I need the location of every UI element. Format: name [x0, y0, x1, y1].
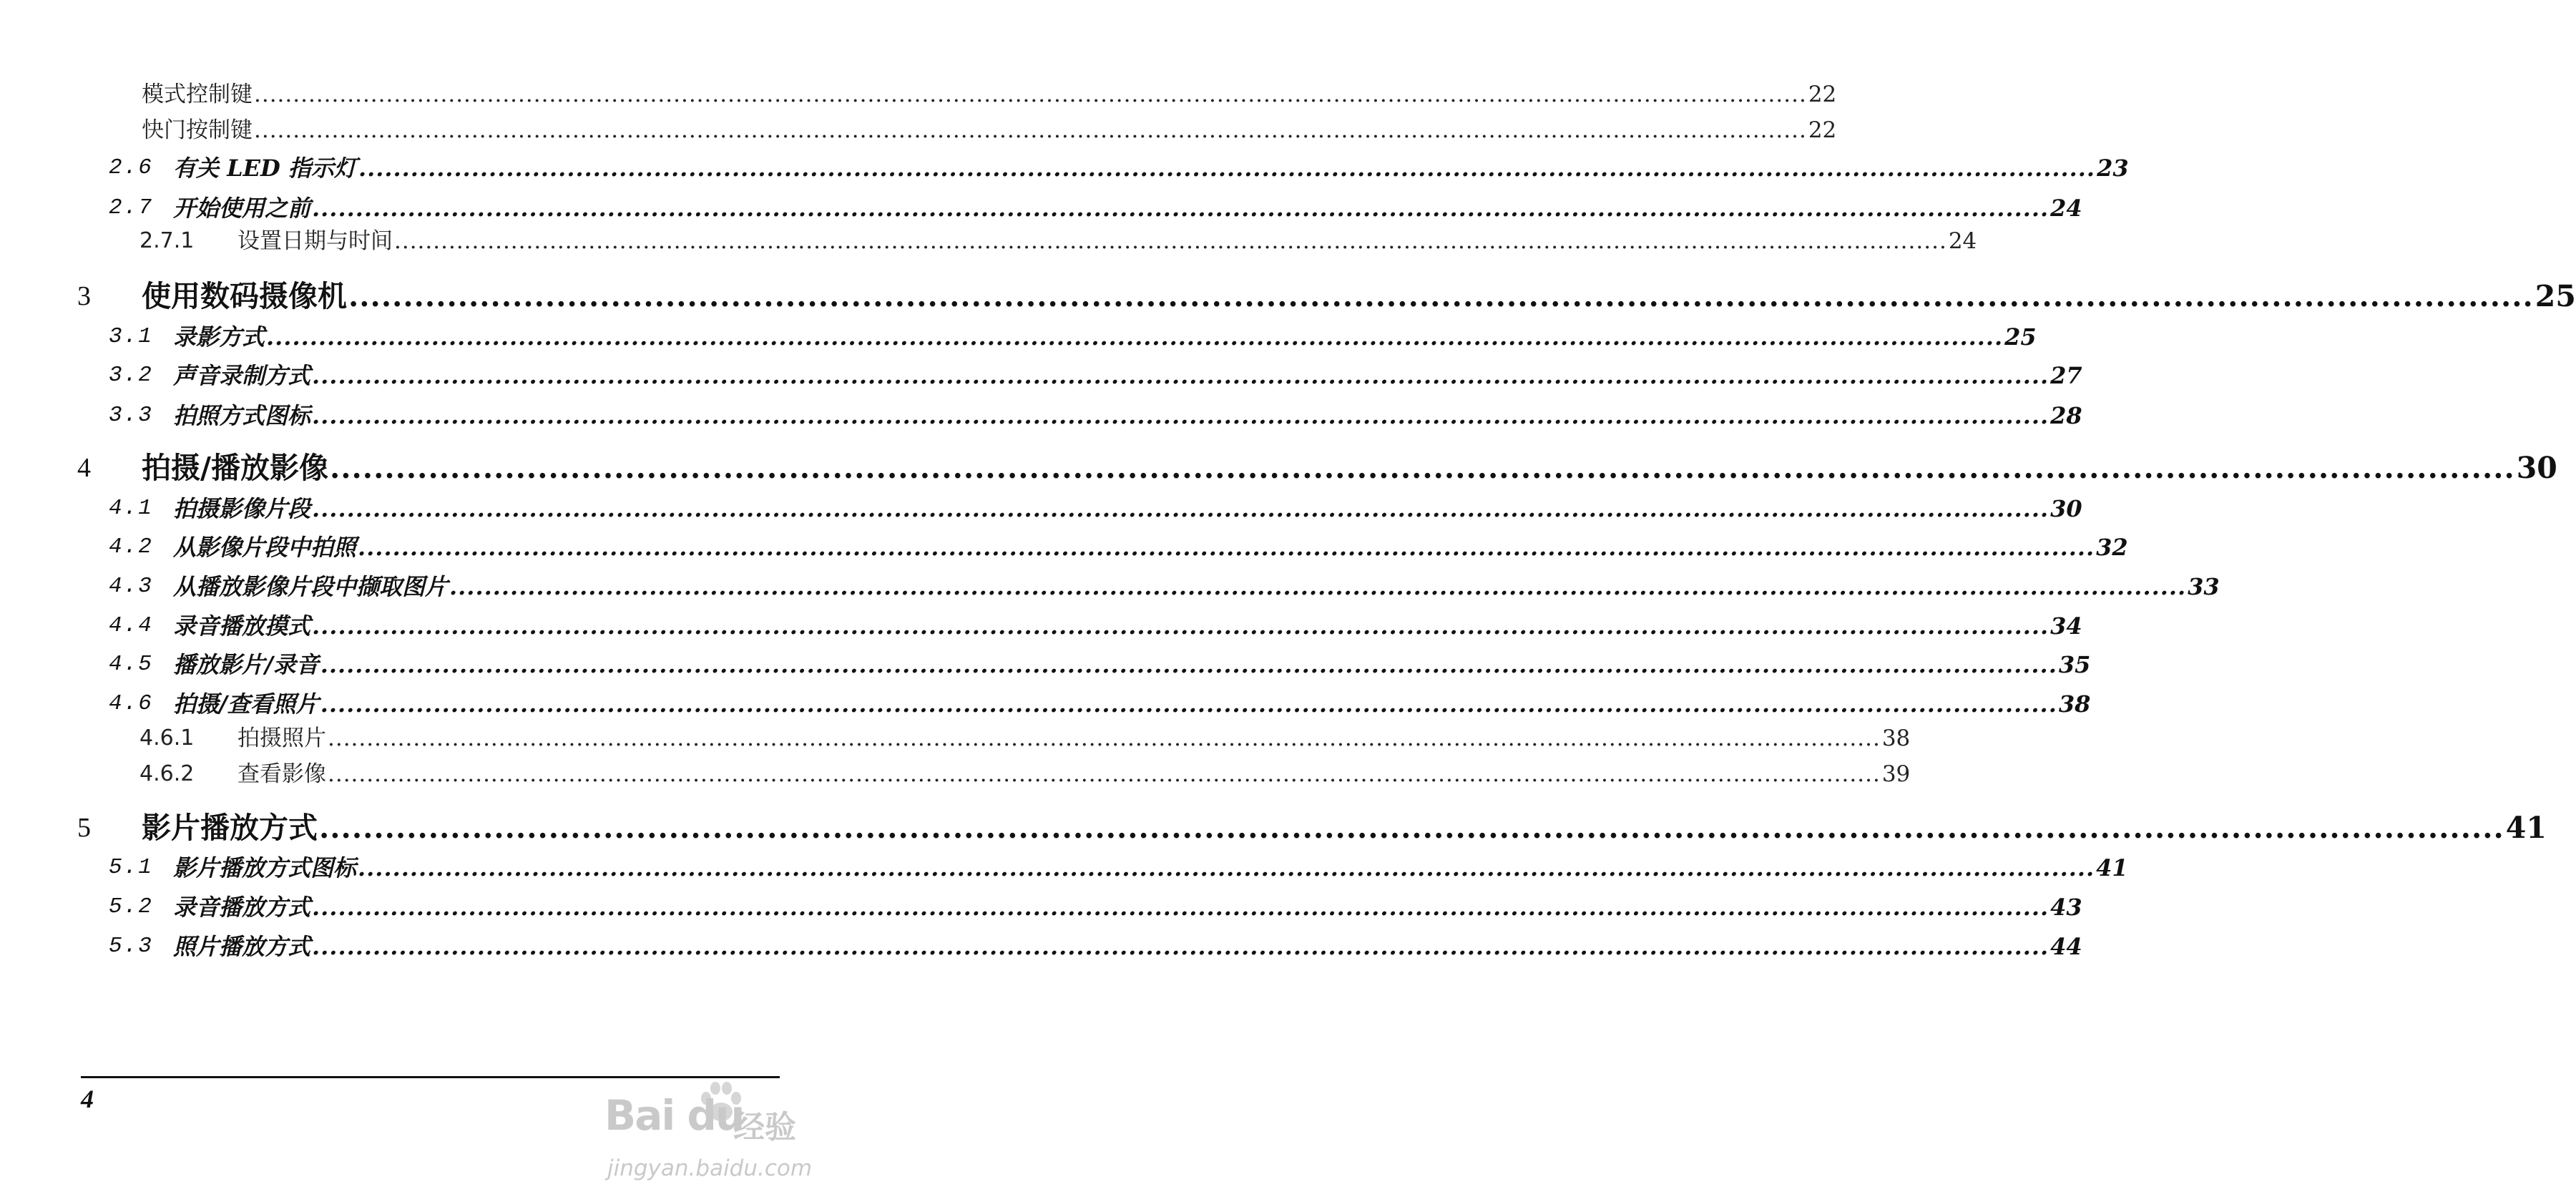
toc-entry-number-wrap: [109, 686, 153, 722]
toc-entry-page: 25: [2535, 279, 2576, 313]
toc-entry-number: 5: [77, 813, 91, 843]
toc-entry-title: 快门按制键: [142, 117, 253, 143]
toc-entry-number: 3.3: [109, 403, 153, 428]
toc-entry-page: 24: [1948, 228, 1977, 254]
toc-entry-leader: ........................................................................................................................................................................................................: [254, 82, 1807, 107]
toc-entry[interactable]: [173, 569, 2220, 605]
toc-entry[interactable]: [173, 491, 2082, 527]
toc-entry-page: 38: [2058, 690, 2091, 718]
toc-entry-leader: ........................................................................................................................................................................................................: [348, 279, 2534, 313]
toc-entry-page: 22: [1808, 117, 1837, 143]
toc-entry-number: 4.2: [109, 534, 153, 560]
toc-entry-number: 4: [77, 453, 91, 483]
toc-entry-page: 34: [2050, 612, 2082, 640]
toc-entry-number-wrap: [139, 721, 194, 756]
toc-entry-title: 拍摄/查看照片: [173, 690, 319, 718]
toc-entry-page: 24: [2050, 195, 2082, 222]
toc-entry-number-wrap: [77, 275, 91, 318]
toc-entry-number: 2.7.1: [139, 228, 195, 253]
toc-entry-title: 拍照方式图标: [173, 402, 311, 429]
toc-entry-number: 4.3: [109, 574, 153, 599]
toc-entry-title: 设置日期与时间: [237, 228, 393, 254]
toc-entry-number: 2.6: [109, 155, 153, 180]
footer-page-number: 4: [81, 1085, 94, 1113]
toc-entry-number: 4.4: [109, 613, 153, 638]
toc-entry-leader: ........................................................................................................................................................................................................: [449, 573, 2187, 600]
toc-entry[interactable]: [237, 721, 1911, 756]
toc-entry-page: 43: [2050, 894, 2082, 921]
toc-entry-title: 录影方式: [173, 323, 265, 351]
toc-entry[interactable]: [173, 529, 2128, 565]
toc-entry-number: 5.2: [109, 894, 153, 919]
toc-entry-page: 39: [1881, 761, 1911, 787]
toc-entry-number-wrap: [109, 190, 153, 226]
toc-entry-number-wrap: [109, 647, 153, 683]
toc-entry-number-wrap: [109, 889, 153, 925]
toc-entry-title: 播放影片/录音: [173, 651, 319, 678]
toc-entry-number: 5.3: [109, 934, 153, 959]
toc-entry-page: 41: [2505, 811, 2547, 845]
toc-entry[interactable]: [142, 275, 2576, 318]
toc-entry-number-wrap: [109, 319, 153, 355]
toc-entry-leader: ........................................................................................................................................................................................................: [312, 195, 2049, 222]
toc-entry-title: 从播放影像片段中撷取图片: [173, 573, 449, 600]
toc-entry-leader: ........................................................................................................................................................................................................: [266, 323, 2004, 351]
toc-entry-leader: ........................................................................................................................................................................................................: [312, 894, 2049, 921]
toc-entry-page: 27: [2050, 362, 2082, 389]
toc-entry[interactable]: [173, 889, 2082, 925]
toc-entry-title: 拍摄影像片段: [173, 495, 311, 522]
toc-entry-page: 44: [2050, 933, 2082, 960]
toc-entry-leader: ........................................................................................................................................................................................................: [312, 933, 2049, 960]
toc-entry-number-wrap: [109, 608, 153, 644]
watermark-url: jingyan.baidu.com: [607, 1155, 813, 1181]
toc-entry[interactable]: [173, 850, 2128, 886]
toc-entry[interactable]: [173, 319, 2037, 355]
toc-entry-leader: ........................................................................................................................................................................................................: [319, 811, 2504, 845]
toc-entry[interactable]: [142, 446, 2557, 489]
toc-entry-leader: ........................................................................................................................................................................................................: [312, 495, 2049, 522]
toc-entry-number-wrap: [77, 446, 91, 489]
toc-entry-title: 有关 LED 指示灯: [173, 155, 357, 182]
toc-entry-page: 25: [2004, 323, 2037, 351]
toc-entry-number: 3.2: [109, 363, 153, 388]
toc-entry-leader: ........................................................................................................................................................................................................: [329, 451, 2515, 485]
toc-entry[interactable]: [237, 224, 1977, 258]
baidu-watermark: [604, 1084, 819, 1198]
toc-entry-leader: ........................................................................................................................................................................................................: [312, 362, 2049, 389]
toc-entry[interactable]: [173, 150, 2129, 186]
toc-entry-leader: ........................................................................................................................................................................................................: [358, 854, 2095, 881]
toc-entry-title: 从影像片段中拍照: [173, 534, 357, 561]
toc-entry-title: 录音播放摸式: [173, 612, 311, 640]
toc-entry[interactable]: [173, 929, 2082, 964]
toc-entry[interactable]: [173, 647, 2091, 683]
toc-entry-title: 影片播放方式: [142, 811, 318, 845]
toc-entry-page: 22: [1808, 82, 1837, 107]
toc-entry-title: 录音播放方式: [173, 894, 311, 921]
toc-entry-leader: ........................................................................................................................................................................................................: [312, 612, 2049, 640]
toc-entry[interactable]: [173, 686, 2091, 722]
toc-entry-page: 33: [2188, 573, 2220, 600]
watermark-logo: Bai du: [604, 1091, 744, 1140]
toc-entry-title: 拍摄/播放影像: [142, 451, 328, 485]
toc-entry-leader: ........................................................................................................................................................................................................: [358, 534, 2095, 561]
toc-entry-title: 照片播放方式: [173, 933, 311, 960]
toc-entry-page: 28: [2050, 402, 2082, 429]
toc-entry[interactable]: [173, 608, 2082, 644]
toc-entry-page: 32: [2096, 534, 2128, 561]
toc-entry-number-wrap: [109, 850, 153, 886]
toc-entry[interactable]: [173, 190, 2082, 226]
footer-rule: [81, 1076, 780, 1078]
toc-entry-title: 拍摄照片: [237, 725, 326, 751]
toc-entry[interactable]: [173, 358, 2082, 394]
watermark-cn: 经验: [733, 1109, 796, 1145]
toc-entry-number-wrap: [139, 757, 194, 791]
toc-entry-number-wrap: [109, 398, 153, 434]
toc-entry-title: 模式控制键: [142, 82, 253, 107]
toc-entry-title: 查看影像: [237, 761, 326, 787]
toc-entry-leader: ........................................................................................................................................................................................................: [320, 651, 2057, 678]
toc-entry-leader: ........................................................................................................................................................................................................: [358, 155, 2096, 182]
toc-entry-number-wrap: [109, 150, 153, 186]
toc-entry-number-wrap: [139, 224, 194, 258]
toc-entry-leader: ........................................................................................................................................................................................................: [320, 690, 2057, 718]
toc-entry-number: 2.7: [109, 195, 153, 220]
toc-entry[interactable]: [173, 398, 2082, 434]
toc-entry[interactable]: [142, 113, 1837, 147]
toc-entry-number: 4.5: [109, 652, 153, 677]
toc-entry[interactable]: [142, 77, 1837, 112]
toc-entry-number-wrap: [109, 358, 153, 394]
toc-entry[interactable]: [142, 806, 2547, 849]
toc-entry-number: 4.6.2: [139, 761, 195, 786]
toc-entry-page: 23: [2097, 155, 2129, 182]
toc-entry-number-wrap: [77, 806, 91, 849]
toc-entry[interactable]: [237, 757, 1911, 791]
toc-entry-page: 41: [2096, 854, 2128, 881]
toc-entry-leader: ........................................................................................................................................................................................................: [328, 761, 1881, 787]
toc-entry-title: 声音录制方式: [173, 362, 311, 389]
toc-entry-leader: ........................................................................................................................................................................................................: [394, 228, 1947, 254]
toc-entry-leader: ........................................................................................................................................................................................................: [328, 725, 1881, 751]
toc-entry-number: 4.6.1: [139, 725, 195, 751]
toc-entry-number: 3.1: [109, 324, 153, 349]
toc-entry-leader: ........................................................................................................................................................................................................: [312, 402, 2049, 429]
toc-entry-number: 4.6: [109, 691, 153, 716]
toc-entry-page: 30: [2516, 451, 2557, 485]
toc-entry-number-wrap: [109, 569, 153, 605]
toc-entry-leader: ........................................................................................................................................................................................................: [254, 117, 1807, 143]
toc-entry-page: 30: [2050, 495, 2082, 522]
toc-entry-number: 5.1: [109, 855, 153, 880]
toc-entry-page: 35: [2058, 651, 2091, 678]
toc-entry-page: 38: [1881, 725, 1911, 751]
toc-entry-number: 3: [77, 281, 91, 311]
toc-entry-title: 开始使用之前: [173, 195, 311, 222]
toc-entry-number-wrap: [109, 491, 153, 527]
toc-entry-number-wrap: [109, 529, 153, 565]
toc-entry-title: 使用数码摄像机: [142, 279, 347, 313]
toc-entry-title: 影片播放方式图标: [173, 854, 357, 881]
toc-entry-number: 4.1: [109, 496, 153, 521]
toc-entry-number-wrap: [109, 929, 153, 964]
